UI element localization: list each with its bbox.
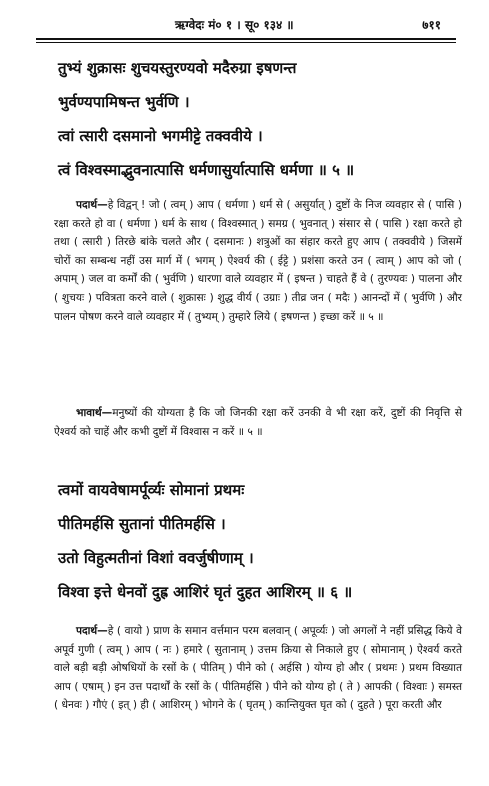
mantra-line: तुभ्यं शुक्रासः शुचयस्तुरण्यवो मदैरुग्रा इषणन्त — [58, 59, 297, 77]
page-number: ७११ — [422, 18, 441, 32]
header-title: ऋग्वेदः मं० १ । सू० १३४ ॥ — [175, 18, 294, 32]
padartha-label: पदार्थ— — [76, 625, 108, 637]
padartha-text: हे विद्वन् ! जो ( त्वम् ) आप ( धर्मणा ) धर्म से ( असुर्यात् ) दुष्टों के निज व्यवहार से ( पासि ) रक्षा करते हो वा ( धर्मणा ) धर्म के साथ ( विश्वस्मात् ) समग्र ( भुवनात् ) संसार से ( पासि ) रक्षा करते हो तथा ( त्सारी ) तिरछे बांके चलते और ( दसमानः ) शत्रुओं का संहार करते हुए आप ( तक्ववीये ) जिसमें चोरों का सम्बन्ध नहीं उस मार्ग में ( भगम् ) ऐश्वर्य की ( ईट्टे ) प्रशंसा करते उन ( त्वाम् ) आप को जो ( अपाम् ) जल वा कर्मों की ( भुर्वणि ) धारणा वाले व्यवहार में ( इषन्त ) चाहते हैं वे ( तुरण्यवः ) पालना और ( शुचयः ) पवित्रता करने वाले ( शुक्रासः ) शुद्ध वीर्य ( उग्राः ) तीव्र जन ( मदैः ) आनन्दों में ( भुर्वणि ) और पालन पोषण करने वाले व्यवहार में ( तुभ्यम् ) तुम्हारे लिये ( इषणन्त ) इच्छा करें ॥ ५ ॥ — [54, 199, 462, 323]
bhavartha-paragraph — [54, 404, 462, 464]
mantra-line: विश्वा इत्ते धेनवों दुह्र आशिरं घृतं दुहत आशिरम् ॥ ६ ॥ — [58, 583, 353, 601]
header-rule — [36, 38, 456, 40]
padartha-paragraph — [54, 622, 462, 782]
mantra-line: पीतिमर्हसि सुतानां पीतिमर्हसि । — [58, 515, 226, 533]
page-header — [0, 14, 489, 36]
mantra-line: त्वां त्सारी दसमानो भगमीट्टे तक्ववीये । — [58, 127, 263, 145]
header-rule-thin — [36, 42, 456, 43]
mantra-line: भुर्वण्यपामिषन्त भुर्वणि । — [58, 93, 190, 111]
mantra-line: उतो विहुत्मतीनां विशां ववर्जुषीणाम् । — [58, 549, 254, 567]
mantra-line: त्वं विश्वस्माद्भुवनात्पासि धर्मणासुर्यात्पासि धर्मणा ॥ ५ ॥ — [58, 161, 355, 179]
mantra-line: त्वमों वायवेषामर्पूर्व्यः सोमानां प्रथमः — [58, 481, 245, 499]
padartha-text: हे ( वायो ) प्राण के समान वर्त्तमान परम बलवान् ( अपूर्व्यः ) जो अगलों ने नहीं प्रसिद्ध किये वे अपूर्व गुणी ( त्वम् ) आप ( नः ) हमारे ( सुतानाम् ) उत्तम क्रिया से निकाले हुए ( सोमानाम् ) ऐश्वर्य करते वाले बड़ी बड़ी ओषधियों के रसों के ( पीतिम् ) पीने को ( अर्हसि ) योग्य हो और ( प्रथमः ) प्रथम विख्यात आप ( एषाम् ) इन उत्त पदार्थों के रसों के ( पीतिमर्हसि ) पीने को योग्य हो ( ते ) आपकी ( विश्वाः ) समस्त ( धेनवः ) गौएं ( इत् ) ही ( आशिरम् ) भोगने के ( घृतम् ) कान्तियुक्त घृत को ( दुहते ) पूरा करती और — [54, 625, 462, 712]
padartha-label: पदार्थ— — [76, 199, 108, 211]
padartha-paragraph — [54, 196, 462, 396]
bhavartha-text: मनुष्यों की योग्यता है कि जो जिनकी रक्षा करें उनकी वे भी रक्षा करें, दुष्टों की निवृत्ति से ऐश्वर्य को चाहें और कभी दुष्टों में विश्वास न करें ॥ ५ ॥ — [54, 407, 462, 438]
bhavartha-label: भावार्थ— — [76, 407, 113, 419]
